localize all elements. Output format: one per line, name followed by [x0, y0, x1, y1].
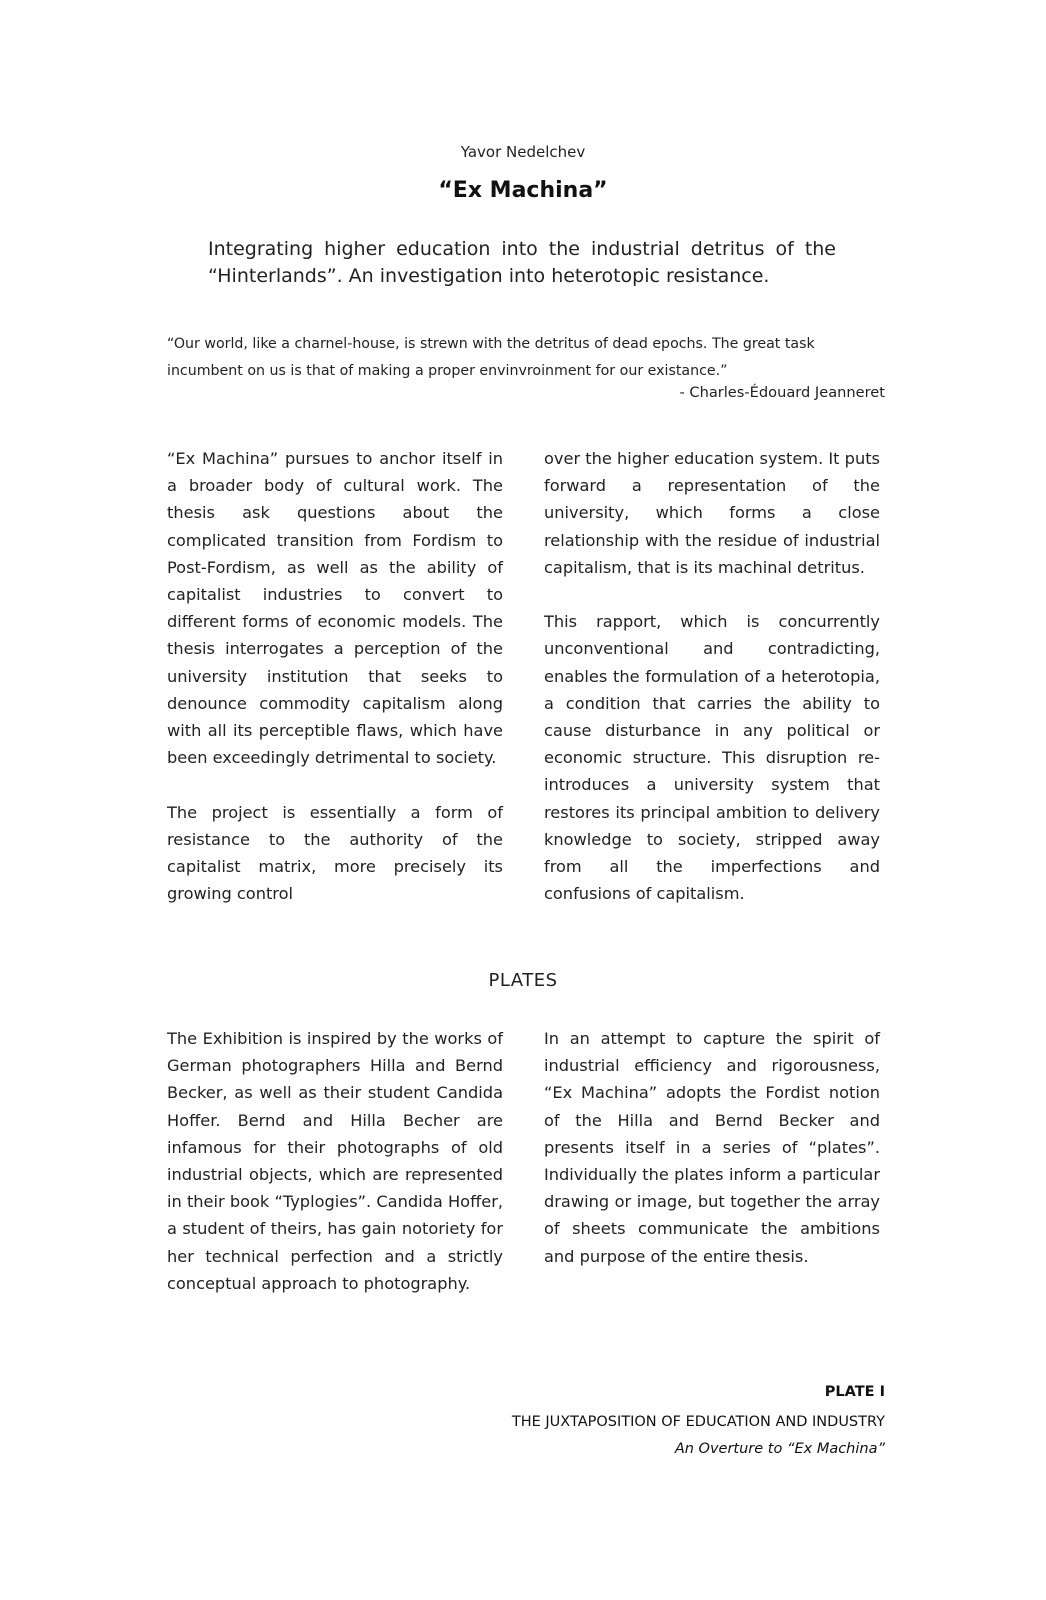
intro-paragraph: The project is essentially a form of resistance to the authority of the capitalist matrix, more precisely its growing control	[167, 802, 503, 904]
plates-paragraph: The Exhibition is inspired by the works of German photographers Hilla and Bernd Becker, as well as their student Candida Hoffer. Bernd and Hilla Becher are infamous for their photographs of old industrial objects, which are represented in their book “Typlogies”. Candida Hoffer, a student of theirs, has gain notoriety for her technical perfection and a strictly conceptual approach to photography.	[167, 1029, 503, 1293]
plates-paragraph: In an attempt to capture the spirit of industrial efficiency and rigorousness, “Ex Machina” adopts the Fordist notion of the Hilla and Bernd Becker and presents itself in a series of “plates”. Individually the plates inform a particular drawing or image, but together the array of sheets communicate the ambitions and purpose of the entire thesis.	[544, 1029, 880, 1266]
intro-column-left	[167, 445, 503, 907]
intro-column-right	[544, 445, 880, 907]
document-subtitle: Integrating higher education into the industrial detritus of the “Hinterlands”. An investigation into heterotopic resistance.	[208, 238, 836, 287]
plate-title: THE JUXTAPOSITION OF EDUCATION AND INDUSTRY	[511, 1414, 885, 1430]
author-name: Yavor Nedelchev	[460, 143, 586, 161]
plate-subtitle: An Overture to “Ex Machina”	[674, 1441, 885, 1457]
document-title: “Ex Machina”	[438, 178, 608, 203]
plates-column-right	[544, 1025, 880, 1270]
plates-column-left	[167, 1025, 503, 1297]
epigraph-quote: “Our world, like a charnel-house, is strewn with the detritus of dead epochs. The great task incumbent on us is that of making a proper envinvroinment for our existance.”	[167, 336, 815, 379]
intro-paragraph: This rapport, which is concurrently unconventional and contradicting, enables the formulation of a heterotopia, a condition that carries the ability to cause disturbance in any political or economic structure. This disruption re-introduces a university system that restores its principal ambition to delivery knowledge to society, stripped away from all the imperfections and confusions of capitalism.	[544, 612, 880, 904]
intro-paragraph: “Ex Machina” pursues to anchor itself in a broader body of cultural work. The thesis ask questions about the complicated transition from Fordism to Post-Fordism, as well as the ability of capitalist industries to convert to different forms of economic models. The thesis interrogates a perception of the university institution that seeks to denounce commodity capitalism along with all its perceptible flaws, which have been exceedingly detrimental to society.	[167, 449, 503, 768]
plate-label: PLATE I	[824, 1384, 885, 1400]
intro-paragraph: over the higher education system. It puts forward a representation of the university, which forms a close relationship with the residue of industrial capitalism, that is its machinal detritus.	[544, 449, 880, 577]
epigraph-attribution: - Charles-Édouard Jeanneret	[679, 384, 885, 401]
plates-heading: PLATES	[488, 970, 558, 991]
